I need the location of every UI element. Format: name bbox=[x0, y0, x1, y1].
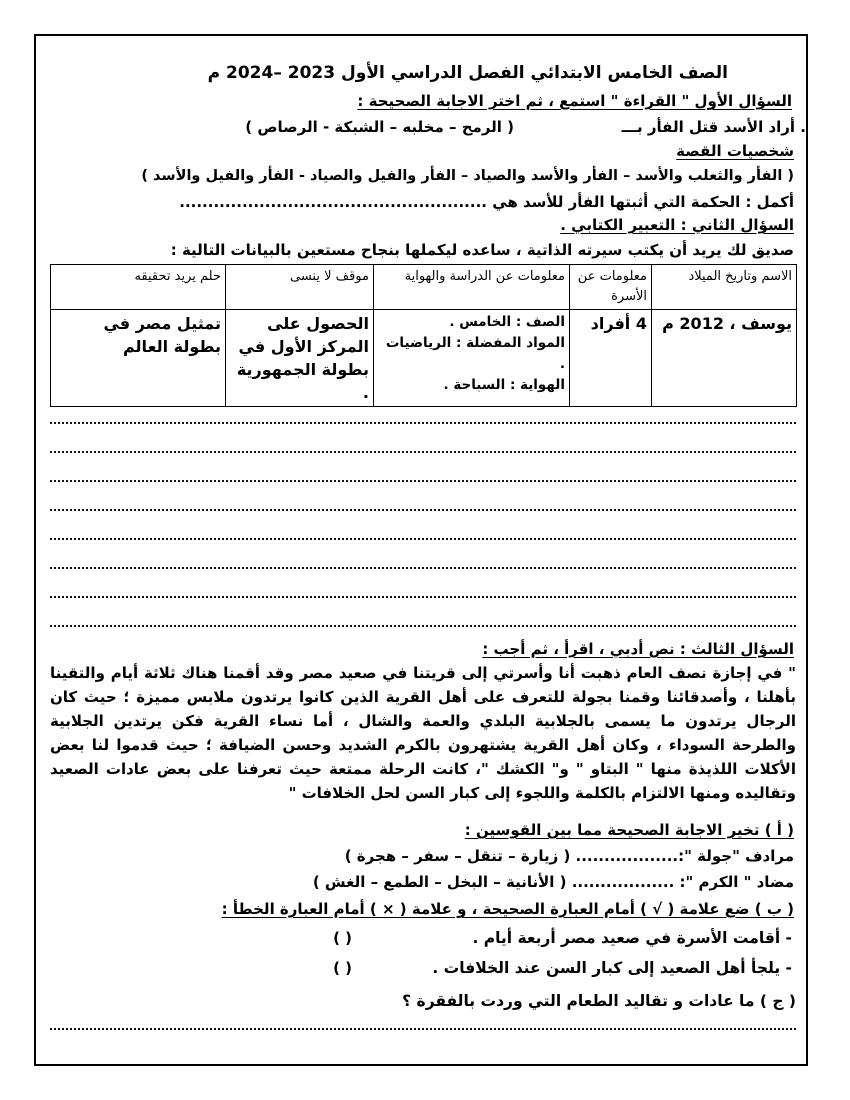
table-cell: يوسف ، 2012 م bbox=[652, 310, 797, 407]
writing-line[interactable] bbox=[50, 567, 796, 569]
q1-item1-choices: ( الرمح – مخلبه – الشبكة - الرصاص ) bbox=[245, 118, 514, 136]
characters-label: شخصيات القصة bbox=[676, 142, 794, 160]
q3-part-b-item2: - يلجأ أهل الصعيد إلى كبار السن عند الخلافات . bbox=[432, 959, 792, 977]
characters-choices: ( الفأر والثعلب والأسد – الفأر والأسد والصياد – الفأر والفيل والصياد - الفأر والفيل والأسد ) bbox=[141, 168, 794, 184]
q1-complete: أكمل : الحكمة التي أثبتها الفأر للأسد هي ...................................................... bbox=[179, 193, 794, 211]
answer-line[interactable] bbox=[50, 1028, 796, 1030]
q1-item1-text: . أراد الأسد قتل الفأر بـــ bbox=[621, 118, 806, 136]
q2-intro: صديق لك يريد أن يكتب سيرته الذاتية ، ساعده ليكملها بنجاح مستعين بالبيانات التالية : bbox=[170, 241, 794, 259]
table-cell: الصف : الخامس . المواد المفضلة : الرياضيات . الهواية : السباحة . bbox=[374, 310, 570, 407]
writing-line[interactable] bbox=[50, 451, 796, 453]
writing-line[interactable] bbox=[50, 480, 796, 482]
table-row bbox=[51, 310, 797, 407]
q3-part-b-title: ( ب ) ضع علامة ( √ ) أمام العبارة الصحيحة ، و علامة ( × ) أمام العبارة الخطأ : bbox=[221, 900, 794, 918]
table-header: حلم يريد تحقيقه bbox=[51, 265, 226, 310]
answer-bracket[interactable]: ( ) bbox=[333, 959, 352, 977]
table-header: معلومات عن الدراسة والهواية bbox=[374, 265, 570, 310]
biography-table bbox=[50, 264, 797, 407]
page-title: الصف الخامس الابتدائي الفصل الدراسي الأول 2023 –2024 م bbox=[207, 63, 728, 83]
table-cell: 4 أفراد bbox=[570, 310, 652, 407]
table-header-row bbox=[51, 265, 797, 310]
answer-bracket[interactable]: ( ) bbox=[333, 929, 352, 947]
q3-paragraph: " في إجازة نصف العام ذهبت أنا وأسرتي إلى قريتنا في صعيد مصر وقد أقمنا هناك ثلاثة أيام والتقينا بأهلنا ، وأصدقائنا وقمنا بجولة للتعرف على أهل القرية الذين كانوا يرتدون ملابس مميزة ؛ حيث كان الرجال يرتدون ما يسمى بالجلابية البلدي والعمة والشال ، أما نساء القرية فكن يرتدين الجلابية والطرحة السوداء ، وكان أهل القرية يشتهرون بالكرم الشديد وحسن الضيافة ؛ حيث قدموا لنا بعض الأكلات اللذيذة منها " البتاو " و" الكشك "، كانت الرحلة ممتعة حيث تعرفنا على بعض عادات الصعيد وتقاليده ومنها الالتزام بالكلمة واللجوء إلى كبار السن لحل الخلافات " bbox=[50, 664, 796, 802]
table-cell: تمثيل مصر في بطولة العالم bbox=[51, 310, 226, 407]
table-header: الاسم وتاريخ الميلاد bbox=[652, 265, 797, 310]
table-cell: الحصول على المركز الأول في بطولة الجمهورية . bbox=[226, 310, 374, 407]
writing-line[interactable] bbox=[50, 422, 796, 424]
q3-title: السؤال الثالث : نص أدبي ، اقرأ ، ثم أجب : bbox=[482, 640, 794, 658]
q3-part-a-title: ( أ ) تخير الاجابة الصحيحة مما بين القوسين : bbox=[464, 821, 794, 839]
writing-line[interactable] bbox=[50, 509, 796, 511]
q3-part-a-item1: مرادف "جولة ":.................. ( زيارة – تنقل – سفر – هجرة ) bbox=[344, 847, 794, 865]
table-header: معلومات عن الأسرة bbox=[570, 265, 652, 310]
q1-title: السؤال الأول " القراءة " استمع ، ثم اختر الاجابة الصحيحة : bbox=[357, 92, 792, 110]
table-header: موقف لا ينسى bbox=[226, 265, 374, 310]
q3-part-a-item2: مضاد " الكرم ": .................. ( الأنانية – البخل – الطمع – الغش ) bbox=[312, 873, 794, 891]
writing-line[interactable] bbox=[50, 538, 796, 540]
writing-line[interactable] bbox=[50, 625, 796, 627]
q3-part-c: ( ج ) ما عادات و تقاليد الطعام التي وردت بالفقرة ؟ bbox=[402, 992, 796, 1010]
writing-line[interactable] bbox=[50, 596, 796, 598]
q3-part-b-item1: - أقامت الأسرة في صعيد مصر أربعة أيام . bbox=[472, 929, 792, 947]
q2-title: السؤال الثاني : التعبير الكتابي . bbox=[560, 216, 794, 234]
